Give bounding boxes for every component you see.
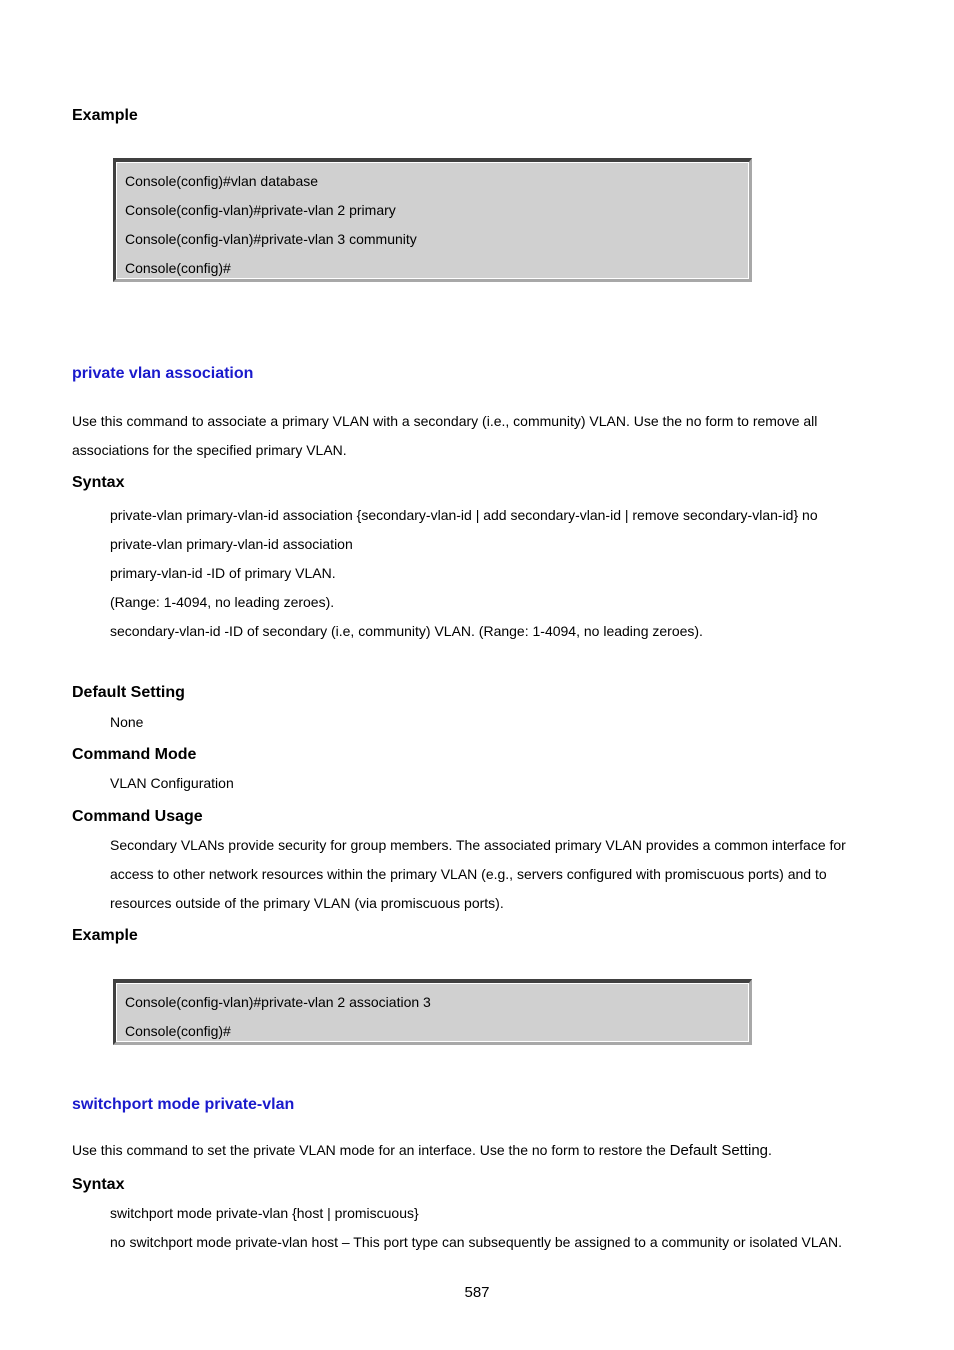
default-setting-heading: Default Setting xyxy=(72,684,185,701)
syntax-line: (Range: 1-4094, no leading zeroes). xyxy=(110,594,335,610)
description-end: . xyxy=(768,1142,772,1158)
description-text: Use this command to set the private VLAN mode for an interface. Use the no form to restore the xyxy=(72,1142,670,1158)
code-line: Console(config-vlan)#private-vlan 2 primary xyxy=(125,202,396,218)
example-heading: Example xyxy=(72,107,138,124)
code-line: Console(config)# xyxy=(125,260,231,276)
usage-line: resources outside of the primary VLAN (via promiscuous ports). xyxy=(110,895,504,911)
description: associations for the specified primary VLAN. xyxy=(72,442,347,458)
code-block xyxy=(113,158,752,282)
code-line: Console(config-vlan)#private-vlan 2 association 3 xyxy=(125,994,431,1010)
code-line: Console(config)#vlan database xyxy=(125,173,319,189)
syntax-line: switchport mode private-vlan {host | promiscuous} xyxy=(110,1205,419,1221)
syntax-heading: Syntax xyxy=(72,474,125,491)
code-line: Console(config)# xyxy=(125,1023,231,1039)
usage-line: Secondary VLANs provide security for group members. The associated primary VLAN provides a common interface for xyxy=(110,837,846,853)
description xyxy=(72,1143,772,1158)
command-title: private vlan association xyxy=(72,365,254,382)
code-line: Console(config-vlan)#private-vlan 3 community xyxy=(125,231,417,247)
usage-line: access to other network resources within the primary VLAN (e.g., servers configured with promiscuous ports) and to xyxy=(110,866,827,882)
default-setting-value: None xyxy=(110,714,144,730)
command-mode-heading: Command Mode xyxy=(72,746,197,763)
command-title: switchport mode private-vlan xyxy=(72,1096,295,1113)
syntax-heading: Syntax xyxy=(72,1176,125,1193)
syntax-line: secondary-vlan-id -ID of secondary (i.e, community) VLAN. (Range: 1-4094, no leading zeroes). xyxy=(110,623,703,639)
syntax-line: private-vlan primary-vlan-id association xyxy=(110,536,353,552)
command-mode-value: VLAN Configuration xyxy=(110,775,234,791)
syntax-line: private-vlan primary-vlan-id association {secondary-vlan-id | add secondary-vlan-id | remove secondary-vlan-id} no xyxy=(110,507,818,523)
code-block xyxy=(113,979,752,1045)
example-heading: Example xyxy=(72,927,138,944)
syntax-line: no switchport mode private-vlan host – This port type can subsequently be assigned to a community or isolated VLAN. xyxy=(110,1234,843,1250)
command-usage-heading: Command Usage xyxy=(72,808,203,825)
syntax-line: primary-vlan-id -ID of primary VLAN. xyxy=(110,565,336,581)
default-setting-term: Default Setting xyxy=(669,1142,769,1159)
description: Use this command to associate a primary VLAN with a secondary (i.e., community) VLAN. Use the no form to remove all xyxy=(72,413,818,429)
page-number: 587 xyxy=(464,1284,490,1301)
